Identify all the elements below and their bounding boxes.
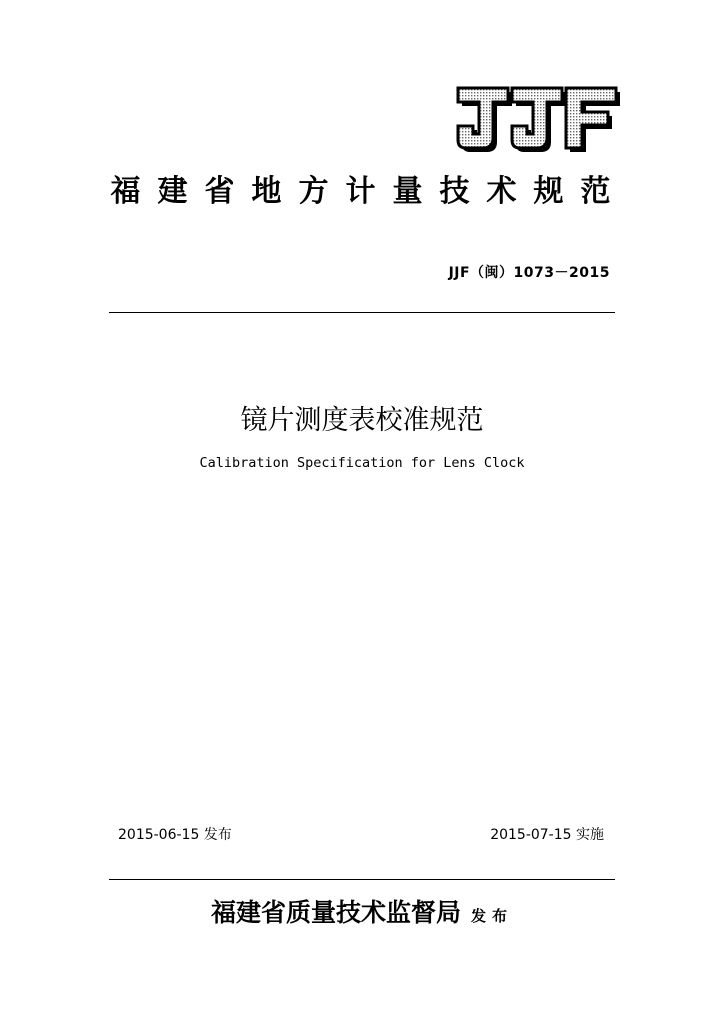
document-title-en: Calibration Specification for Lens Clock — [199, 455, 525, 471]
series-title: 福建省地方计量技术规范 — [110, 174, 628, 209]
footer — [0, 893, 724, 929]
jjf-logo — [456, 86, 622, 154]
effective-date: 2015-07-15 实施 — [490, 827, 604, 843]
document-number: JJF（闽）1073－2015 — [448, 265, 610, 281]
bottom-divider — [109, 879, 615, 880]
issue-date: 2015-06-15 发布 — [118, 827, 232, 843]
top-divider — [109, 312, 615, 313]
document-title-cn: 镜片测度表校准规范 — [240, 405, 484, 436]
publisher-name: 福建省质量技术监督局 — [210, 898, 461, 927]
publish-label: 发布 — [471, 907, 514, 925]
